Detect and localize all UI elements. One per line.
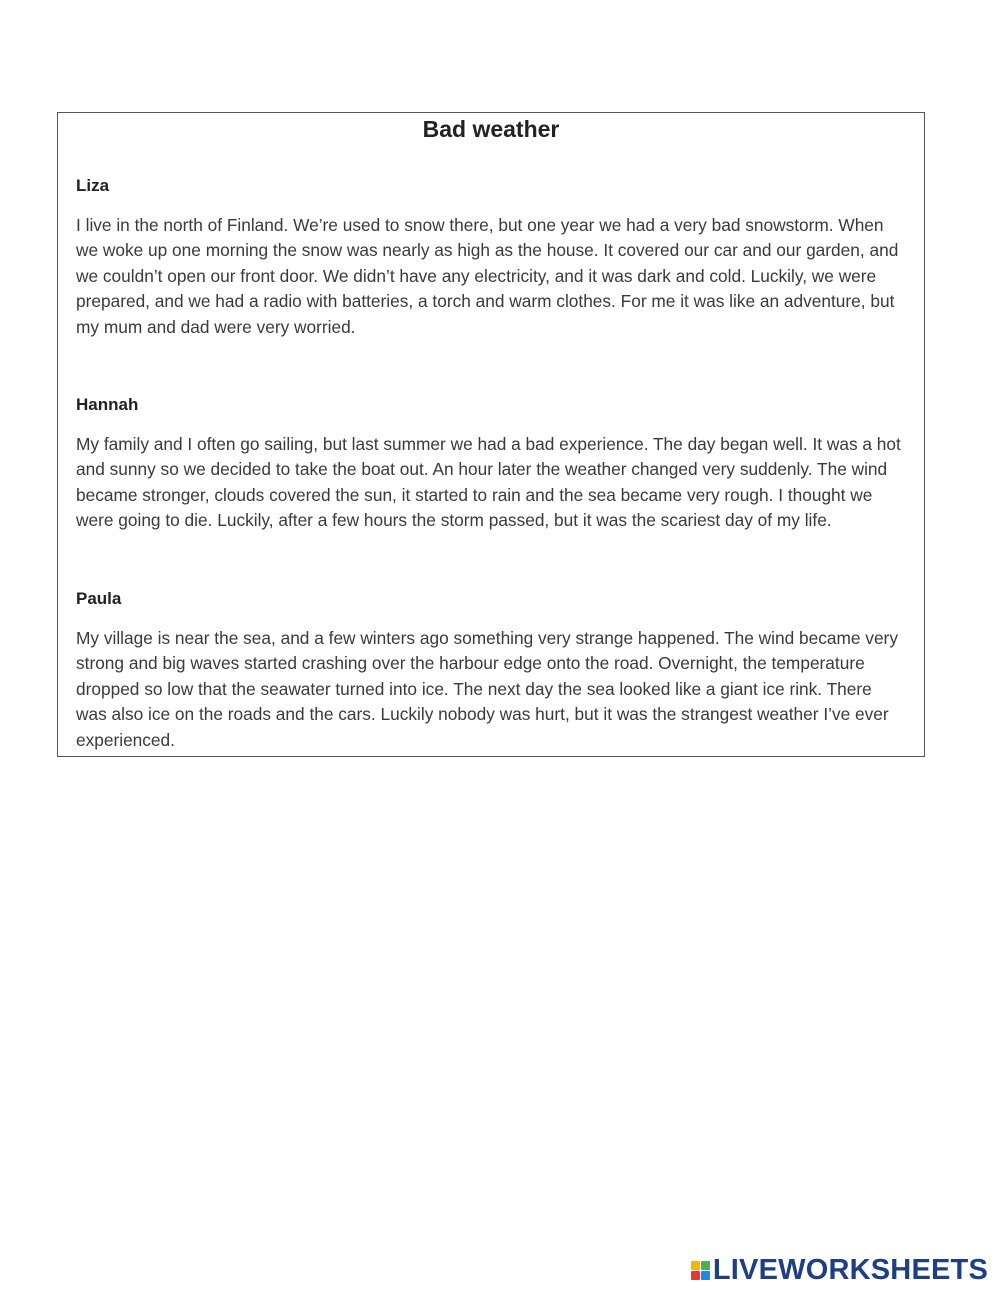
section-hannah xyxy=(76,394,906,534)
section-name: Paula xyxy=(76,589,122,608)
section-name: Hannah xyxy=(76,395,139,414)
section-text: I live in the north of Finland. We’re used to snow there, but one year we had a very bad snowstorm. When we woke up one morning the snow was nearly as high as the house. It covered our car and our garden, and we couldn’t open our front door. We didn’t have any electricity, and it was dark and cold. Luckily, we were prepared, and we had a radio with batteries, a torch and warm clothes. For me it was like an adventure, but my mum and dad were very worried. xyxy=(76,215,899,337)
worksheet-title: Bad weather xyxy=(422,116,560,142)
section-paula xyxy=(76,588,906,753)
logo-square-2 xyxy=(701,1261,710,1270)
logo-square-4 xyxy=(701,1271,710,1280)
section-text: My village is near the sea, and a few winters ago something very strange happened. The wind became very strong and big waves started crashing over the harbour edge onto the road. Overnight, the temperature dropped so low that the seawater turned into ice. The next day the sea looked like a giant ice rink. There was also ice on the roads and the cars. Luckily nobody was hurt, but it was the strangest weather I’ve ever experienced. xyxy=(76,628,898,750)
brand-name: LIVEWORKSHEETS xyxy=(712,1254,988,1286)
section-text: My family and I often go sailing, but last summer we had a bad experience. The day began well. It was a hot and sunny so we decided to take the boat out. An hour later the weather changed very suddenly. The wind became stronger, clouds covered the sun, it started to rain and the sea became very rough. I thought we were going to die. Luckily, after a few hours the storm passed, but it was the scariest day of my life. xyxy=(76,434,901,531)
section-liza xyxy=(76,175,906,340)
logo-square-3 xyxy=(691,1271,700,1280)
reading-text-box xyxy=(57,112,925,757)
liveworksheets-logo-icon xyxy=(691,1261,710,1280)
section-name: Liza xyxy=(76,176,110,195)
logo-square-1 xyxy=(691,1261,700,1270)
liveworksheets-brand xyxy=(691,1254,988,1286)
